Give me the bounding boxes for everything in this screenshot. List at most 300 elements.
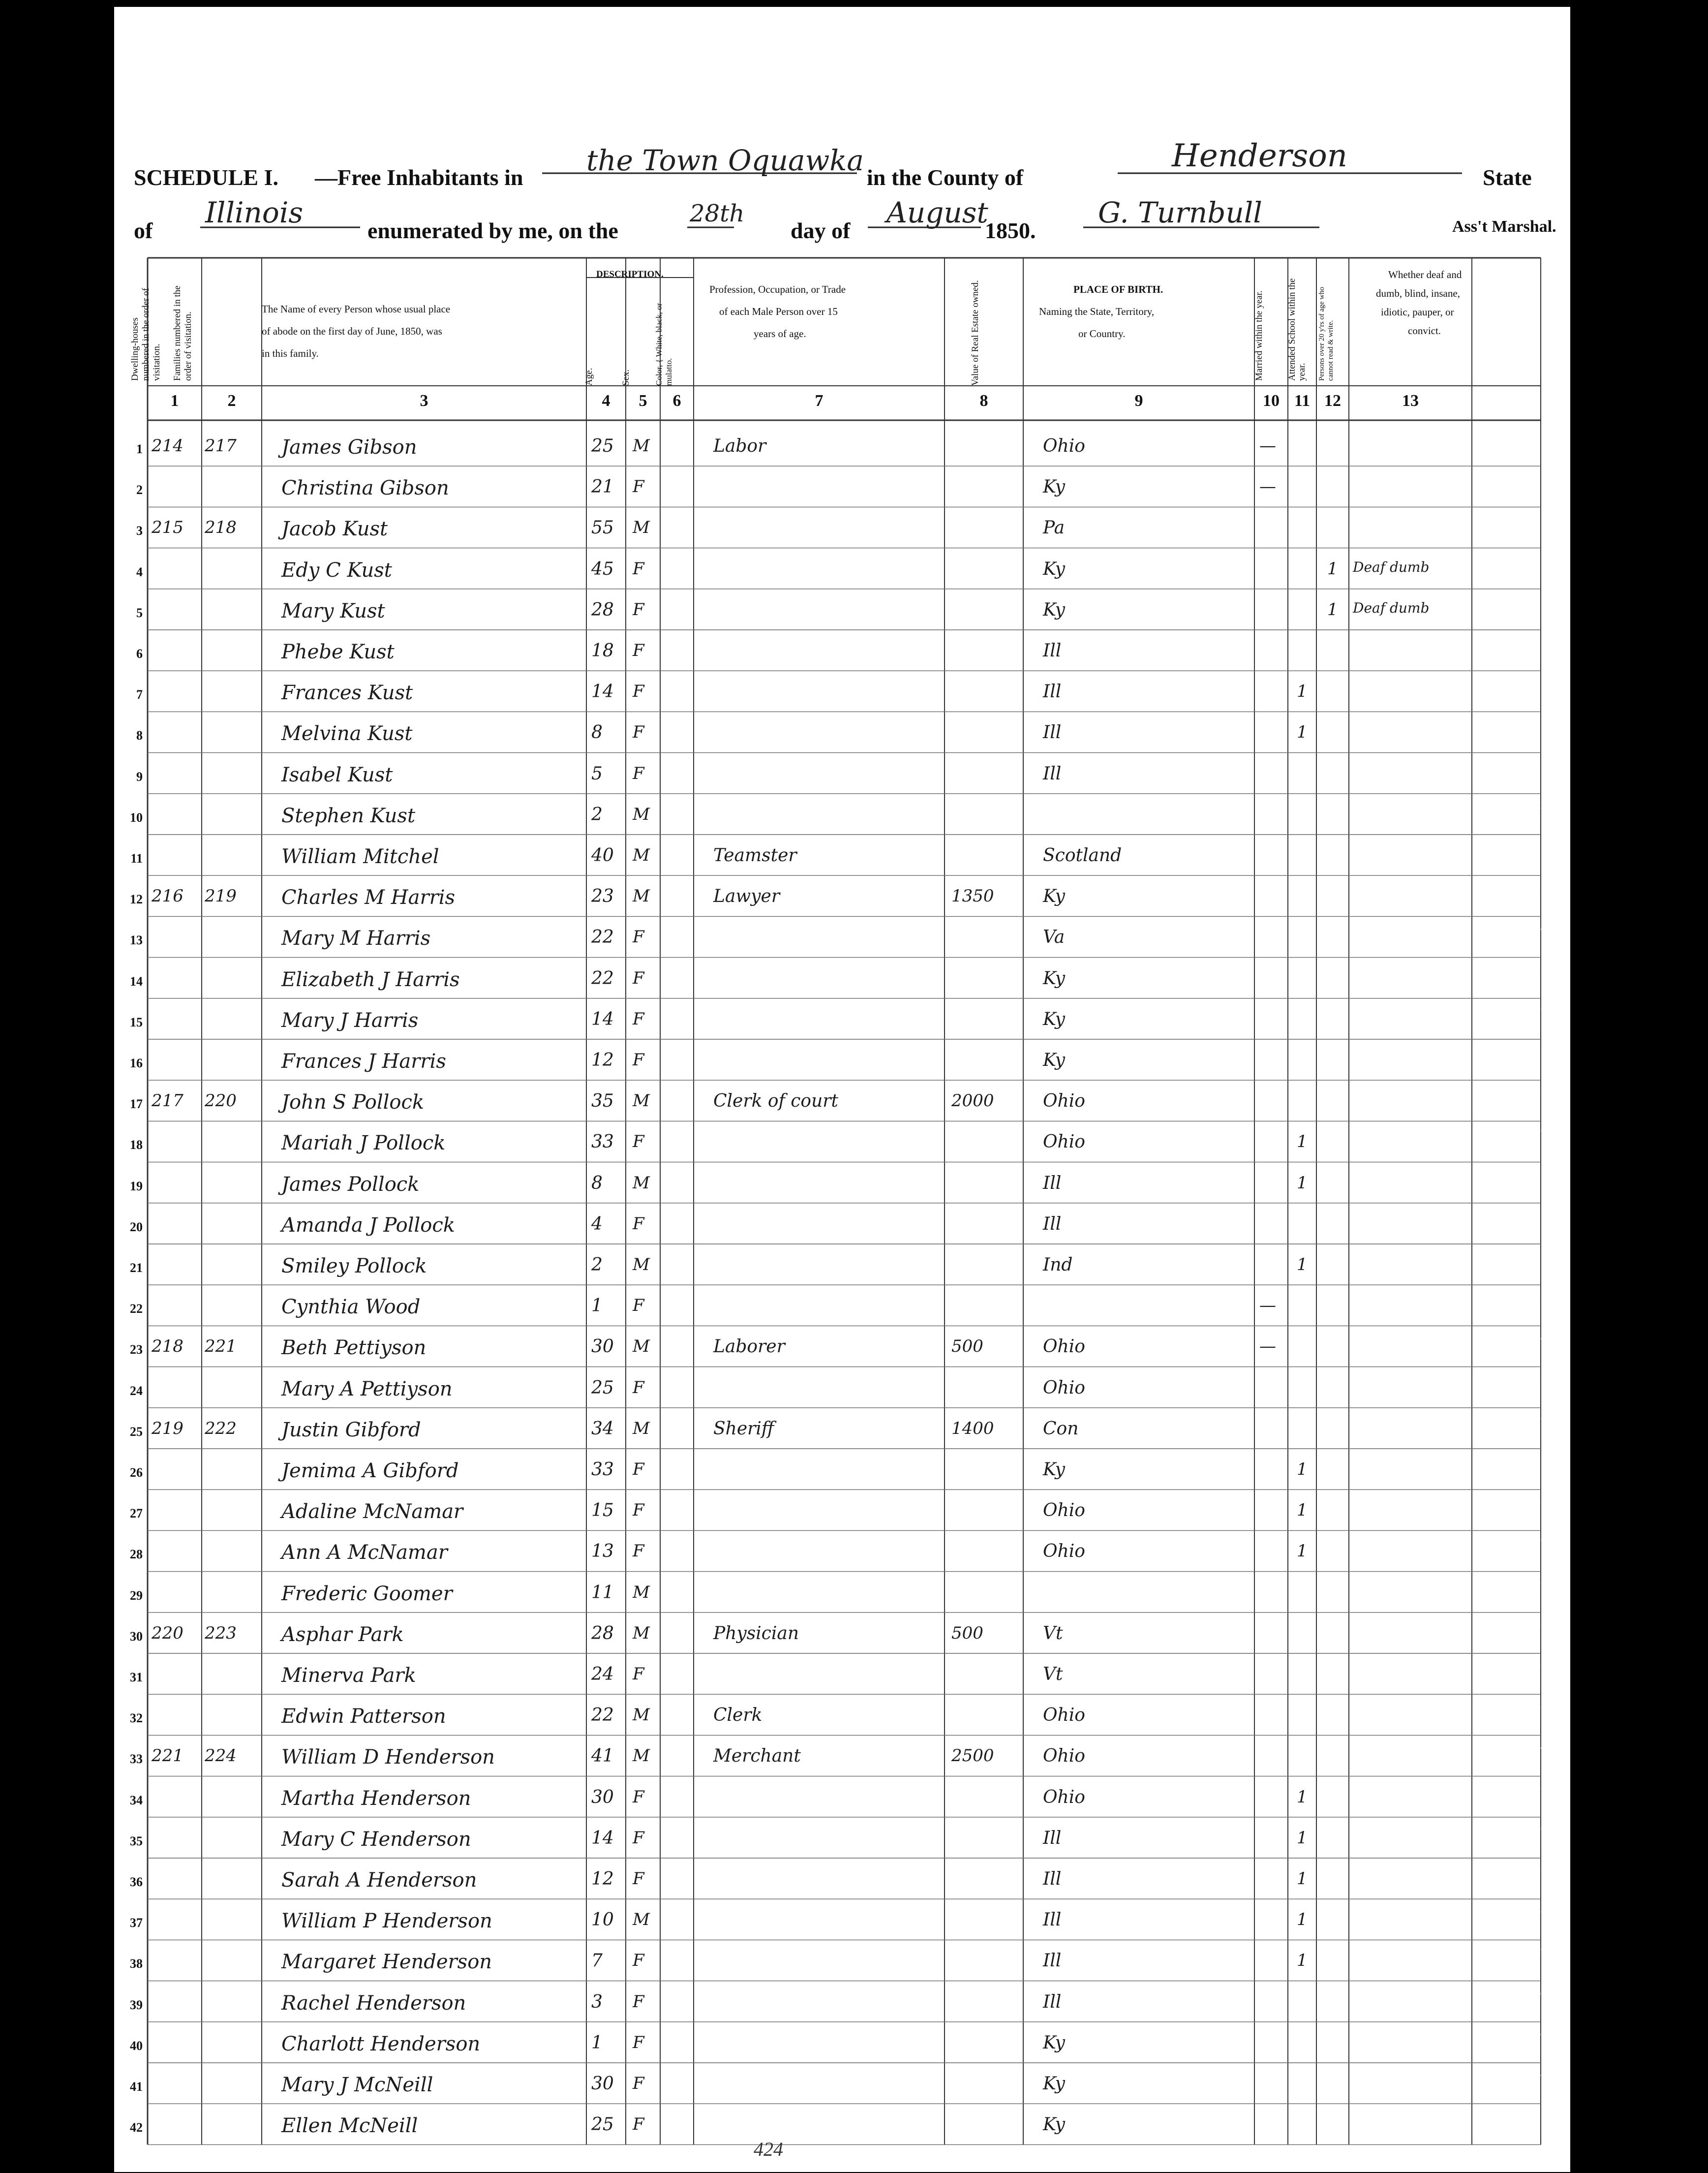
person-age: 40 — [591, 845, 614, 866]
place-of-birth: Ohio — [1043, 1746, 1085, 1767]
person-age: 5 — [591, 763, 603, 784]
person-age: 55 — [591, 518, 614, 538]
person-age: 30 — [591, 1336, 614, 1357]
footer-mark: 424 — [754, 2138, 783, 2160]
person-sex: M — [633, 1910, 650, 1930]
state-value: Illinois — [205, 196, 304, 229]
person-sex: F — [633, 477, 644, 497]
person-age: 30 — [591, 1787, 614, 1807]
person-name: Jacob Kust — [281, 518, 388, 541]
line-number: 34 — [130, 1793, 143, 1807]
attended-school: 1 — [1297, 1132, 1308, 1152]
person-name: Jemima A Gibford — [281, 1459, 459, 1482]
person-age: 33 — [591, 1132, 614, 1152]
person-sex: M — [633, 1623, 650, 1643]
attended-school: 1 — [1297, 1173, 1308, 1193]
adjacent-line-number: 15 — [1535, 962, 1547, 975]
attended-school: 1 — [1297, 1541, 1308, 1561]
line-number: 13 — [130, 933, 143, 948]
cannot-read-write: 1 — [1327, 559, 1338, 579]
col9-header-line1: PLACE OF BIRTH. — [1073, 283, 1163, 295]
person-name: James Gibson — [281, 436, 417, 459]
col3-header-line2: of abode on the first day of June, 1850, was — [262, 325, 442, 337]
line-number: 8 — [136, 728, 143, 743]
adjacent-line-number: 29 — [1535, 1535, 1547, 1549]
line-number: 5 — [136, 605, 143, 620]
place-of-birth: Ill — [1043, 641, 1062, 661]
adjacent-line-number: 18 — [1535, 1085, 1547, 1098]
attended-school: 1 — [1297, 1787, 1308, 1807]
married-within-year: — — [1259, 436, 1276, 456]
line-number: 18 — [130, 1138, 143, 1152]
adjacent-line-number: 21 — [1535, 1208, 1547, 1221]
col12-header: Persons over 20 y'rs of age who cannot read & write. — [1318, 286, 1335, 381]
line-number: 31 — [130, 1670, 143, 1684]
place-of-birth: Ill — [1043, 1173, 1062, 1193]
enumerated-label: enumerated by me, on the — [367, 218, 618, 243]
day-label: day of — [791, 218, 851, 243]
line-number: 1 — [136, 442, 143, 456]
place-of-birth: Ohio — [1043, 1091, 1085, 1112]
place-of-birth: Ill — [1043, 722, 1062, 743]
person-age: 1 — [591, 1296, 603, 1316]
person-name: Ellen McNeill — [281, 2114, 418, 2138]
place-of-birth: Ky — [1043, 477, 1065, 497]
person-name: Mary A Pettiyson — [281, 1377, 453, 1400]
person-age: 4 — [591, 1213, 603, 1234]
attended-school: 1 — [1297, 1500, 1308, 1521]
person-sex: M — [633, 1418, 650, 1438]
marshal-name: G. Turnbull — [1098, 196, 1262, 229]
person-name: Elizabeth J Harris — [281, 968, 460, 991]
line-number: 28 — [130, 1547, 143, 1562]
line-number: 25 — [130, 1424, 143, 1439]
col13-header-line2: dumb, blind, insane, — [1376, 287, 1460, 299]
person-age: 14 — [591, 682, 614, 702]
person-name: Asphar Park — [281, 1623, 404, 1646]
place-of-birth: Ohio — [1043, 1377, 1085, 1398]
line-number: 35 — [130, 1833, 143, 1848]
person-sex: M — [633, 436, 650, 456]
adjacent-line-number: 33 — [1535, 1699, 1547, 1712]
place-of-birth: Ill — [1043, 1869, 1062, 1889]
attended-school: 1 — [1297, 682, 1308, 702]
person-sex: F — [633, 1296, 644, 1316]
place-of-birth: Ky — [1043, 886, 1065, 907]
place-of-birth: Ohio — [1043, 1541, 1085, 1562]
line-number: 41 — [130, 2080, 143, 2094]
place-of-birth: Ind — [1043, 1255, 1073, 1275]
dwelling-number: 214 — [152, 436, 183, 456]
person-sex: M — [633, 1582, 650, 1602]
person-age: 12 — [591, 1050, 614, 1070]
family-number: 219 — [205, 886, 237, 906]
col9-header-line2: Naming the State, Territory, — [1039, 306, 1155, 317]
person-age: 25 — [591, 1377, 614, 1398]
place-of-birth: Ill — [1043, 1910, 1062, 1930]
person-age: 21 — [591, 477, 614, 497]
family-number: 224 — [205, 1746, 237, 1766]
place-of-birth: Ky — [1043, 2074, 1065, 2094]
line-number: 37 — [130, 1916, 143, 1930]
col3-header-line3: in this family. — [262, 347, 319, 359]
person-sex: M — [633, 1255, 650, 1274]
adjacent-line-number: 39 — [1535, 1945, 1547, 1958]
place-of-birth: Ill — [1043, 1991, 1062, 2012]
col8-header: Value of Real Estate owned. — [970, 280, 980, 386]
col11-header: Attended School within the year. — [1287, 278, 1307, 381]
adjacent-line-number: 38 — [1535, 1904, 1547, 1917]
person-sex: F — [633, 1869, 644, 1889]
person-age: 33 — [591, 1459, 614, 1480]
line-number: 17 — [130, 1097, 143, 1112]
person-age: 35 — [591, 1091, 614, 1112]
place-value: the Town Oquawka — [586, 144, 864, 177]
person-name: Amanda J Pollock — [281, 1213, 456, 1237]
adjacent-line-number: 16 — [1535, 1003, 1547, 1017]
place-of-birth: Vt — [1043, 1664, 1063, 1684]
person-name: Minerva Park — [281, 1664, 416, 1687]
person-sex: F — [633, 559, 644, 579]
dwelling-number: 217 — [152, 1091, 183, 1111]
person-name: Mary C Henderson — [281, 1828, 471, 1851]
line-number: 15 — [130, 1015, 143, 1029]
person-sex: M — [633, 845, 650, 865]
family-number: 217 — [205, 436, 237, 456]
adjacent-line-number: 41 — [1535, 2027, 1547, 2040]
description-header: DESCRIPTION. — [596, 269, 664, 279]
col5-header: Sex. — [621, 369, 631, 386]
attended-school: 1 — [1297, 1951, 1308, 1971]
column-number: 4 — [602, 392, 610, 410]
line-number: 42 — [130, 2120, 143, 2135]
place-of-birth: Ohio — [1043, 1336, 1085, 1357]
person-sex: F — [633, 722, 644, 743]
line-number: 11 — [130, 851, 143, 866]
person-sex: F — [633, 927, 644, 947]
person-name: Melvina Kust — [281, 722, 413, 745]
line-number: 39 — [130, 1997, 143, 2012]
place-of-birth: Ohio — [1043, 1132, 1085, 1152]
person-age: 8 — [591, 1173, 603, 1193]
person-name: Phebe Kust — [281, 641, 395, 663]
place-of-birth: Scotland — [1043, 845, 1122, 866]
column-number: 5 — [639, 392, 647, 410]
person-sex: F — [633, 1377, 644, 1397]
family-number: 223 — [205, 1623, 237, 1643]
occupation: Teamster — [713, 845, 797, 866]
person-name: Frances Kust — [281, 682, 413, 705]
real-estate-value: 500 — [951, 1336, 983, 1357]
person-name: Christina Gibson — [281, 477, 449, 500]
place-of-birth: Vt — [1043, 1623, 1063, 1644]
adjacent-line-number: 12 — [1535, 839, 1547, 853]
occupation: Clerk — [713, 1705, 762, 1726]
real-estate-value: 500 — [951, 1623, 983, 1643]
dwelling-number: 216 — [152, 886, 183, 906]
line-number: 33 — [130, 1752, 143, 1767]
person-name: Edwin Patterson — [281, 1705, 446, 1728]
place-of-birth: Ky — [1043, 559, 1065, 579]
person-name: Frederic Goomer — [281, 1582, 453, 1605]
place-of-birth: Ky — [1043, 1009, 1065, 1029]
place-of-birth: Ky — [1043, 2032, 1065, 2053]
line-number: 22 — [130, 1302, 143, 1316]
cannot-read-write: 1 — [1327, 599, 1338, 620]
column-number: 7 — [815, 392, 824, 410]
person-name: Mary J Harris — [281, 1009, 419, 1032]
person-sex: F — [633, 1541, 644, 1561]
dwelling-number: 219 — [152, 1418, 183, 1438]
person-age: 13 — [591, 1541, 614, 1562]
county-value: Henderson — [1172, 138, 1347, 174]
col6-header: Color, { White, black, or mulatto. — [654, 303, 673, 386]
attended-school: 1 — [1297, 1459, 1308, 1479]
adjacent-line-number: 19 — [1535, 1126, 1547, 1139]
col10-header: Married within the year. — [1254, 290, 1264, 381]
column-number: 8 — [979, 392, 988, 410]
line-number: 9 — [136, 769, 143, 784]
person-sex: M — [633, 1705, 650, 1725]
place-of-birth: Ohio — [1043, 1705, 1085, 1726]
col13-header-line1: Whether deaf and — [1388, 269, 1462, 280]
adjacent-line-number: 42 — [1535, 2068, 1547, 2081]
adjacent-line-number: 23 — [1535, 1290, 1547, 1303]
place-of-birth: Pa — [1043, 518, 1065, 538]
line-number: 26 — [130, 1465, 143, 1480]
line-number: 32 — [130, 1711, 143, 1726]
adjacent-line-number: 13 — [1535, 880, 1547, 894]
person-sex: F — [633, 1009, 644, 1029]
county-label: in the County of — [867, 165, 1024, 190]
person-name: Smiley Pollock — [281, 1255, 427, 1277]
person-name: William P Henderson — [281, 1910, 492, 1933]
person-sex: F — [633, 2114, 644, 2135]
person-name: Mary J McNeill — [281, 2074, 433, 2096]
person-sex: F — [633, 2074, 644, 2093]
person-age: 15 — [591, 1500, 614, 1521]
line-number: 6 — [136, 647, 143, 661]
col7-header-line3: years of age. — [754, 328, 806, 340]
place-of-birth: Ill — [1043, 1828, 1062, 1848]
person-age: 11 — [591, 1582, 614, 1603]
real-estate-value: 1350 — [951, 886, 994, 906]
person-name: Charlott Henderson — [281, 2032, 481, 2055]
person-age: 28 — [591, 1623, 614, 1644]
dwelling-number: 221 — [152, 1746, 183, 1766]
col13-header-line4: convict. — [1408, 325, 1441, 337]
person-name: Mary M Harris — [281, 927, 431, 950]
family-number: 221 — [205, 1336, 237, 1357]
col7-header-line1: Profession, Occupation, or Trade — [709, 283, 846, 295]
person-sex: M — [633, 1746, 650, 1766]
person-name: William D Henderson — [281, 1746, 495, 1769]
line-number: 36 — [130, 1875, 143, 1889]
person-sex: M — [633, 1173, 650, 1193]
place-of-birth: Ky — [1043, 1050, 1065, 1070]
person-name: Isabel Kust — [281, 763, 393, 786]
person-age: 24 — [591, 1664, 614, 1684]
person-age: 18 — [591, 641, 614, 661]
line-number: 19 — [130, 1179, 143, 1193]
person-sex: F — [633, 1459, 644, 1479]
line-number: 12 — [130, 892, 143, 907]
person-age: 2 — [591, 1255, 603, 1275]
person-name: Charles M Harris — [281, 886, 456, 909]
person-name: Mariah J Pollock — [281, 1132, 446, 1155]
occupation: Physician — [713, 1623, 799, 1644]
line-number: 24 — [130, 1383, 143, 1398]
adjacent-line-number: 30 — [1535, 1577, 1547, 1589]
person-name: William Mitchel — [281, 845, 439, 868]
married-within-year: — — [1259, 1336, 1276, 1357]
person-sex: F — [633, 1050, 644, 1070]
person-age: 30 — [591, 2074, 614, 2094]
person-name: Beth Pettiyson — [281, 1336, 427, 1360]
adjacent-line-number: 32 — [1535, 1658, 1547, 1672]
family-number: 220 — [205, 1091, 237, 1111]
attended-school: 1 — [1297, 1828, 1308, 1848]
line-number: 3 — [136, 524, 143, 538]
deaf-dumb-blind: Deaf dumb — [1353, 599, 1430, 616]
person-sex: F — [633, 1951, 644, 1971]
place-of-birth: Ohio — [1043, 436, 1085, 456]
occupation: Merchant — [713, 1746, 801, 1767]
occupation: Clerk of court — [713, 1091, 838, 1112]
deaf-dumb-blind: Deaf dumb — [1353, 559, 1430, 575]
adjacent-line-number: 34 — [1535, 1740, 1547, 1753]
marshal-label: Ass't Marshal. — [1452, 217, 1556, 236]
person-name: John S Pollock — [281, 1091, 425, 1114]
adjacent-line-number: 14 — [1535, 921, 1547, 934]
adjacent-line-number: 27 — [1535, 1454, 1547, 1467]
person-sex: F — [633, 599, 644, 620]
line-number: 27 — [130, 1506, 143, 1521]
real-estate-value: 1400 — [951, 1418, 994, 1438]
person-age: 14 — [591, 1828, 614, 1848]
real-estate-value: 2000 — [951, 1091, 994, 1111]
person-name: Cynthia Wood — [281, 1296, 421, 1319]
person-age: 22 — [591, 927, 614, 948]
person-sex: F — [633, 1991, 644, 2012]
occupation: Lawyer — [713, 886, 780, 907]
dwelling-number: 215 — [152, 518, 183, 538]
adjacent-line-number: 28 — [1535, 1494, 1547, 1508]
adjacent-line-number: 10 — [1535, 758, 1547, 771]
place-of-birth: Ky — [1043, 968, 1065, 989]
line-number: 14 — [130, 974, 143, 989]
person-name: Margaret Henderson — [281, 1951, 492, 1974]
adjacent-line-number: 35 — [1535, 1781, 1547, 1794]
column-number: 1 — [170, 392, 179, 410]
dwelling-number: 220 — [152, 1623, 183, 1643]
person-age: 3 — [591, 1991, 603, 2012]
person-sex: F — [633, 1213, 644, 1234]
person-name: Edy C Kust — [281, 559, 392, 582]
column-number: 3 — [420, 392, 428, 410]
person-sex: F — [633, 1132, 644, 1152]
place-of-birth: Ohio — [1043, 1500, 1085, 1521]
line-number: 30 — [130, 1629, 143, 1644]
place-of-birth: Ill — [1043, 1951, 1062, 1971]
schedule-label: SCHEDULE I. — [134, 165, 278, 190]
family-number: 222 — [205, 1418, 237, 1438]
place-of-birth: Ill — [1043, 682, 1062, 702]
person-sex: F — [633, 1664, 644, 1684]
state-label: State — [1483, 165, 1532, 190]
adjacent-line-number: 20 — [1535, 1167, 1547, 1180]
column-number: 10 — [1263, 392, 1280, 410]
adjacent-line-number: 40 — [1535, 1986, 1547, 1999]
person-name: Stephen Kust — [281, 804, 416, 827]
column-number: 6 — [672, 392, 681, 410]
family-number: 218 — [205, 518, 237, 538]
place-of-birth: Ky — [1043, 1459, 1065, 1480]
person-age: 12 — [591, 1869, 614, 1889]
person-sex: F — [633, 1828, 644, 1848]
attended-school: 1 — [1297, 722, 1308, 743]
attended-school: 1 — [1297, 1910, 1308, 1930]
person-name: Sarah A Henderson — [281, 1869, 477, 1892]
line-number: 20 — [130, 1219, 143, 1234]
person-name: Frances J Harris — [281, 1050, 446, 1073]
adjacent-line-number: 22 — [1535, 1249, 1547, 1262]
adjacent-line-number: 11 — [1535, 799, 1546, 812]
person-sex: F — [633, 641, 644, 660]
married-within-year: — — [1259, 1296, 1276, 1316]
column-number: 11 — [1294, 392, 1311, 410]
place-of-birth: Ky — [1043, 599, 1065, 620]
col4-header: Age. — [584, 368, 594, 386]
person-age: 14 — [591, 1009, 614, 1029]
person-name: Adaline McNamar — [281, 1500, 463, 1523]
person-sex: M — [633, 518, 650, 538]
person-age: 41 — [591, 1746, 614, 1767]
person-age: 10 — [591, 1910, 614, 1930]
adjacent-line-number: 26 — [1535, 1413, 1547, 1426]
person-name: Ann A McNamar — [281, 1541, 448, 1564]
person-sex: F — [633, 763, 644, 783]
line-number: 29 — [130, 1588, 143, 1603]
place-of-birth: Con — [1043, 1418, 1079, 1439]
line-number: 16 — [130, 1056, 143, 1070]
of-label: of — [134, 218, 153, 243]
line-number: 38 — [130, 1956, 143, 1971]
line-number: 4 — [136, 564, 143, 579]
line-number: 40 — [130, 2038, 143, 2053]
column-number: 13 — [1402, 392, 1419, 410]
adjacent-line-number: 31 — [1535, 1617, 1547, 1631]
column-number: 9 — [1134, 392, 1143, 410]
month-value: August — [886, 196, 988, 229]
person-sex: M — [633, 1091, 650, 1111]
attended-school: 1 — [1297, 1255, 1308, 1274]
person-sex: F — [633, 682, 644, 702]
column-number: 2 — [227, 392, 236, 410]
col7-header-line2: of each Male Person over 15 — [719, 306, 838, 317]
place-of-birth: Va — [1043, 927, 1065, 948]
person-sex: M — [633, 804, 650, 824]
line-number: 23 — [130, 1342, 143, 1357]
person-name: Rachel Henderson — [281, 1991, 466, 2015]
person-sex: M — [633, 1336, 650, 1357]
occupation: Sheriff — [713, 1418, 774, 1439]
person-age: 22 — [591, 1705, 614, 1726]
person-age: 25 — [591, 436, 614, 456]
person-age: 22 — [591, 968, 614, 989]
person-sex: F — [633, 1500, 644, 1521]
year-value: 1850. — [985, 218, 1036, 243]
